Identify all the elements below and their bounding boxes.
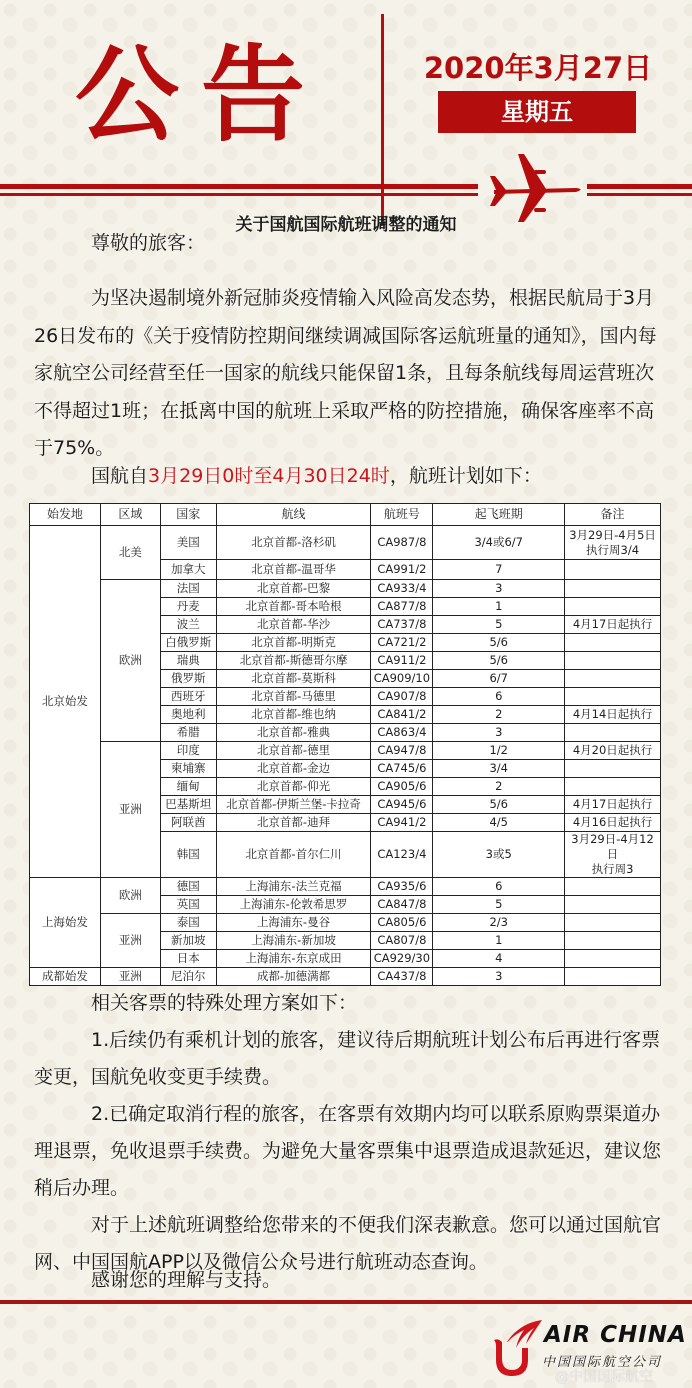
flight-no-cell: CA737/8 <box>371 616 433 634</box>
announcement-date: 2020年3月27日 <box>423 51 653 85</box>
flight-no-cell: CA947/8 <box>371 742 433 760</box>
note-line: 执行周3/4 <box>586 542 640 557</box>
header-rule <box>587 184 692 189</box>
flight-no-cell: CA805/6 <box>371 914 433 932</box>
country-cell: 俄罗斯 <box>160 670 216 688</box>
country-cell: 尼泊尔 <box>160 968 216 986</box>
country-cell: 瑞典 <box>160 652 216 670</box>
country-cell: 巴基斯坦 <box>160 796 216 814</box>
route-cell: 北京首都-明斯克 <box>216 634 371 652</box>
country-cell: 丹麦 <box>160 598 216 616</box>
country-cell: 泰国 <box>160 914 216 932</box>
header-origin: 始发地 <box>30 504 101 526</box>
table-row <box>30 580 661 598</box>
flight-no-cell: CA987/8 <box>371 526 433 560</box>
route-cell: 北京首都-华沙 <box>216 616 371 634</box>
note-cell: 4月20日起执行 <box>565 742 661 760</box>
note-cell: 4月16日起执行 <box>565 814 661 832</box>
country-cell: 印度 <box>160 742 216 760</box>
flight-no-cell: CA933/4 <box>371 580 433 598</box>
country-cell: 韩国 <box>160 832 216 878</box>
table-row <box>30 914 661 932</box>
country-cell: 缅甸 <box>160 778 216 796</box>
days-cell: 5 <box>433 616 565 634</box>
intro-paragraph: 为坚决遏制境外新冠肺炎疫情输入风险高发态势，根据民航局于3月26日发布的《关于疫情防控期间继续调减国际客运航班量的通知》，国内每家航空公司经营至任一国家的航线只能保留1条，且每条航线每周运营班次不得超过1班；在抵离中国的航班上采取严格的防控措施，确保客座率不高于75%。 <box>34 287 657 459</box>
thanks-line: 感谢您的理解与支持。 <box>91 1269 282 1291</box>
ticket-policy-item-2: 2.已确定取消行程的旅客，在客票有效期内均可以联系原购票渠道办理退票，免收退票手续费。为避免大量客票集中退票造成退款延迟，建议您稍后办理。 <box>34 1103 662 1199</box>
route-cell: 北京首都-洛杉矶 <box>216 526 371 560</box>
notice-title: 关于国航国际航班调整的通知 <box>235 215 457 235</box>
flight-no-cell: CA941/2 <box>371 814 433 832</box>
header-departure-days: 起飞班期 <box>433 504 565 526</box>
days-cell: 1 <box>433 598 565 616</box>
note-cell <box>565 526 661 560</box>
route-cell: 北京首都-莫斯科 <box>216 670 371 688</box>
days-cell: 5/6 <box>433 652 565 670</box>
days-cell: 6/7 <box>433 670 565 688</box>
flight-no-cell: CA905/6 <box>371 778 433 796</box>
days-cell: 2/3 <box>433 914 565 932</box>
schedule-intro <box>34 458 664 495</box>
table-row <box>30 878 661 896</box>
header-rule <box>0 193 478 196</box>
table-row <box>30 968 661 986</box>
flight-no-cell: CA907/8 <box>371 688 433 706</box>
note-cell <box>565 724 661 742</box>
announcement-title: 公告 <box>75 34 328 156</box>
ticket-policy-item-1: 1.后续仍有乘机计划的旅客，建议待后期航班计划公布后再进行客票变更，国航免收变更手续费。 <box>34 1029 661 1088</box>
route-cell: 北京首都-巴黎 <box>216 580 371 598</box>
route-cell: 上海浦东-新加坡 <box>216 932 371 950</box>
days-cell: 2 <box>433 778 565 796</box>
country-cell: 新加坡 <box>160 932 216 950</box>
route-cell: 北京首都-首尔仁川 <box>216 832 371 878</box>
days-cell: 3 <box>433 580 565 598</box>
header-notes: 备注 <box>565 504 661 526</box>
ticket-policy-heading: 相关客票的特殊处理方案如下： <box>91 992 358 1014</box>
days-cell: 5 <box>433 896 565 914</box>
flight-no-cell: CA807/8 <box>371 932 433 950</box>
region-cell: 亚洲 <box>100 742 160 878</box>
note-cell: 4月17日起执行 <box>565 796 661 814</box>
region-cell: 欧洲 <box>100 580 160 742</box>
days-cell: 6 <box>433 878 565 896</box>
flight-no-cell: CA721/2 <box>371 634 433 652</box>
route-cell: 北京首都-金边 <box>216 760 371 778</box>
country-cell: 希腊 <box>160 724 216 742</box>
days-cell: 6 <box>433 688 565 706</box>
note-cell <box>565 878 661 896</box>
route-cell: 北京首都-雅典 <box>216 724 371 742</box>
days-cell: 3 <box>433 724 565 742</box>
route-cell: 北京首都-维也纳 <box>216 706 371 724</box>
flight-no-cell: CA945/6 <box>371 796 433 814</box>
days-cell: 3/4 <box>433 760 565 778</box>
schedule-intro-suffix: ，航班计划如下： <box>389 465 542 487</box>
country-cell: 美国 <box>160 526 216 560</box>
route-cell: 北京首都-斯德哥尔摩 <box>216 652 371 670</box>
route-cell: 北京首都-仰光 <box>216 778 371 796</box>
header-rule <box>0 184 478 189</box>
route-cell: 北京首都-马德里 <box>216 688 371 706</box>
country-cell: 阿联酋 <box>160 814 216 832</box>
route-cell: 北京首都-伊斯兰堡-卡拉奇 <box>216 796 371 814</box>
days-cell: 1/2 <box>433 742 565 760</box>
note-line: 3月29日-4月5日 <box>569 527 656 542</box>
flight-no-cell: CA877/8 <box>371 598 433 616</box>
days-cell: 7 <box>433 560 565 580</box>
days-cell: 4 <box>433 950 565 968</box>
note-cell: 4月17日起执行 <box>565 616 661 634</box>
flight-no-cell: CA847/8 <box>371 896 433 914</box>
route-cell: 上海浦东-法兰克福 <box>216 878 371 896</box>
note-cell <box>565 688 661 706</box>
note-cell <box>565 580 661 598</box>
header-rule <box>587 193 692 196</box>
note-cell <box>565 778 661 796</box>
flight-no-cell: CA863/4 <box>371 724 433 742</box>
logo-chinese-wordmark: 中国国际航空公司 <box>542 1355 663 1370</box>
flight-no-cell: CA991/2 <box>371 560 433 580</box>
days-cell: 3 <box>433 968 565 986</box>
route-cell: 成都-加德满都 <box>216 968 371 986</box>
days-cell: 3或5 <box>433 832 565 878</box>
air-china-phoenix-logo-icon <box>488 1318 546 1376</box>
note-cell <box>565 560 661 580</box>
region-cell: 北美 <box>100 526 160 580</box>
country-cell: 波兰 <box>160 616 216 634</box>
region-cell: 亚洲 <box>100 914 160 968</box>
note-cell <box>565 932 661 950</box>
country-cell: 奥地利 <box>160 706 216 724</box>
days-cell: 3/4或6/7 <box>433 526 565 560</box>
table-row <box>30 742 661 760</box>
note-cell: 4月14日起执行 <box>565 706 661 724</box>
header-flight-no: 航班号 <box>371 504 433 526</box>
header-route: 航线 <box>216 504 371 526</box>
country-cell: 白俄罗斯 <box>160 634 216 652</box>
note-cell <box>565 914 661 932</box>
header-country: 国家 <box>160 504 216 526</box>
note-cell <box>565 968 661 986</box>
country-cell: 柬埔寨 <box>160 760 216 778</box>
region-cell: 亚洲 <box>100 968 160 986</box>
note-line: 3月29日-4月12日 <box>571 832 654 861</box>
flight-no-cell: CA935/6 <box>371 878 433 896</box>
flight-no-cell: CA123/4 <box>371 832 433 878</box>
route-cell: 上海浦东-东京成田 <box>216 950 371 968</box>
note-cell <box>565 598 661 616</box>
table-header-row <box>30 504 661 526</box>
flight-no-cell: CA929/30 <box>371 950 433 968</box>
days-cell: 5/6 <box>433 634 565 652</box>
note-cell <box>565 634 661 652</box>
weibo-watermark: @中国国际航空 <box>555 1369 653 1385</box>
route-cell: 北京首都-哥本哈根 <box>216 598 371 616</box>
country-cell: 德国 <box>160 878 216 896</box>
route-cell: 北京首都-迪拜 <box>216 814 371 832</box>
origin-cell: 北京始发 <box>30 526 101 878</box>
days-cell: 1 <box>433 932 565 950</box>
note-cell <box>565 896 661 914</box>
logo-english-wordmark: AIR CHINA <box>544 1322 687 1348</box>
country-cell: 加拿大 <box>160 560 216 580</box>
flight-no-cell: CA909/10 <box>371 670 433 688</box>
note-cell <box>565 652 661 670</box>
route-cell: 北京首都-温哥华 <box>216 560 371 580</box>
salutation: 尊敬的旅客： <box>91 232 206 254</box>
table-row <box>30 526 661 560</box>
footer-rule <box>0 1300 692 1304</box>
days-cell: 2 <box>433 706 565 724</box>
note-cell <box>565 760 661 778</box>
country-cell: 法国 <box>160 580 216 598</box>
flight-no-cell: CA437/8 <box>371 968 433 986</box>
days-cell: 4/5 <box>433 814 565 832</box>
origin-cell: 上海始发 <box>30 878 101 968</box>
schedule-intro-prefix: 国航自 <box>91 465 149 487</box>
flight-no-cell: CA745/6 <box>371 760 433 778</box>
apology-paragraph: 对于上述航班调整给您带来的不便我们深表歉意。您可以通过国航官网、中国国航APP以及微信公众号进行航班动态查询。 <box>34 1214 662 1273</box>
country-cell: 英国 <box>160 896 216 914</box>
route-cell: 北京首都-德里 <box>216 742 371 760</box>
route-cell: 上海浦东-伦敦希思罗 <box>216 896 371 914</box>
flight-schedule-table <box>29 503 661 986</box>
origin-cell: 成都始发 <box>30 968 101 986</box>
route-cell: 上海浦东-曼谷 <box>216 914 371 932</box>
country-cell: 西班牙 <box>160 688 216 706</box>
header-region: 区域 <box>100 504 160 526</box>
schedule-period-highlight: 3月29日0时至4月30日24时 <box>148 465 390 487</box>
flight-no-cell: CA841/2 <box>371 706 433 724</box>
note-cell <box>565 832 661 878</box>
flight-no-cell: CA911/2 <box>371 652 433 670</box>
weekday-badge: 星期五 <box>438 91 636 133</box>
country-cell: 日本 <box>160 950 216 968</box>
days-cell: 5/6 <box>433 796 565 814</box>
note-cell <box>565 950 661 968</box>
note-line: 执行周3 <box>591 862 634 876</box>
note-cell <box>565 670 661 688</box>
region-cell: 欧洲 <box>100 878 160 914</box>
